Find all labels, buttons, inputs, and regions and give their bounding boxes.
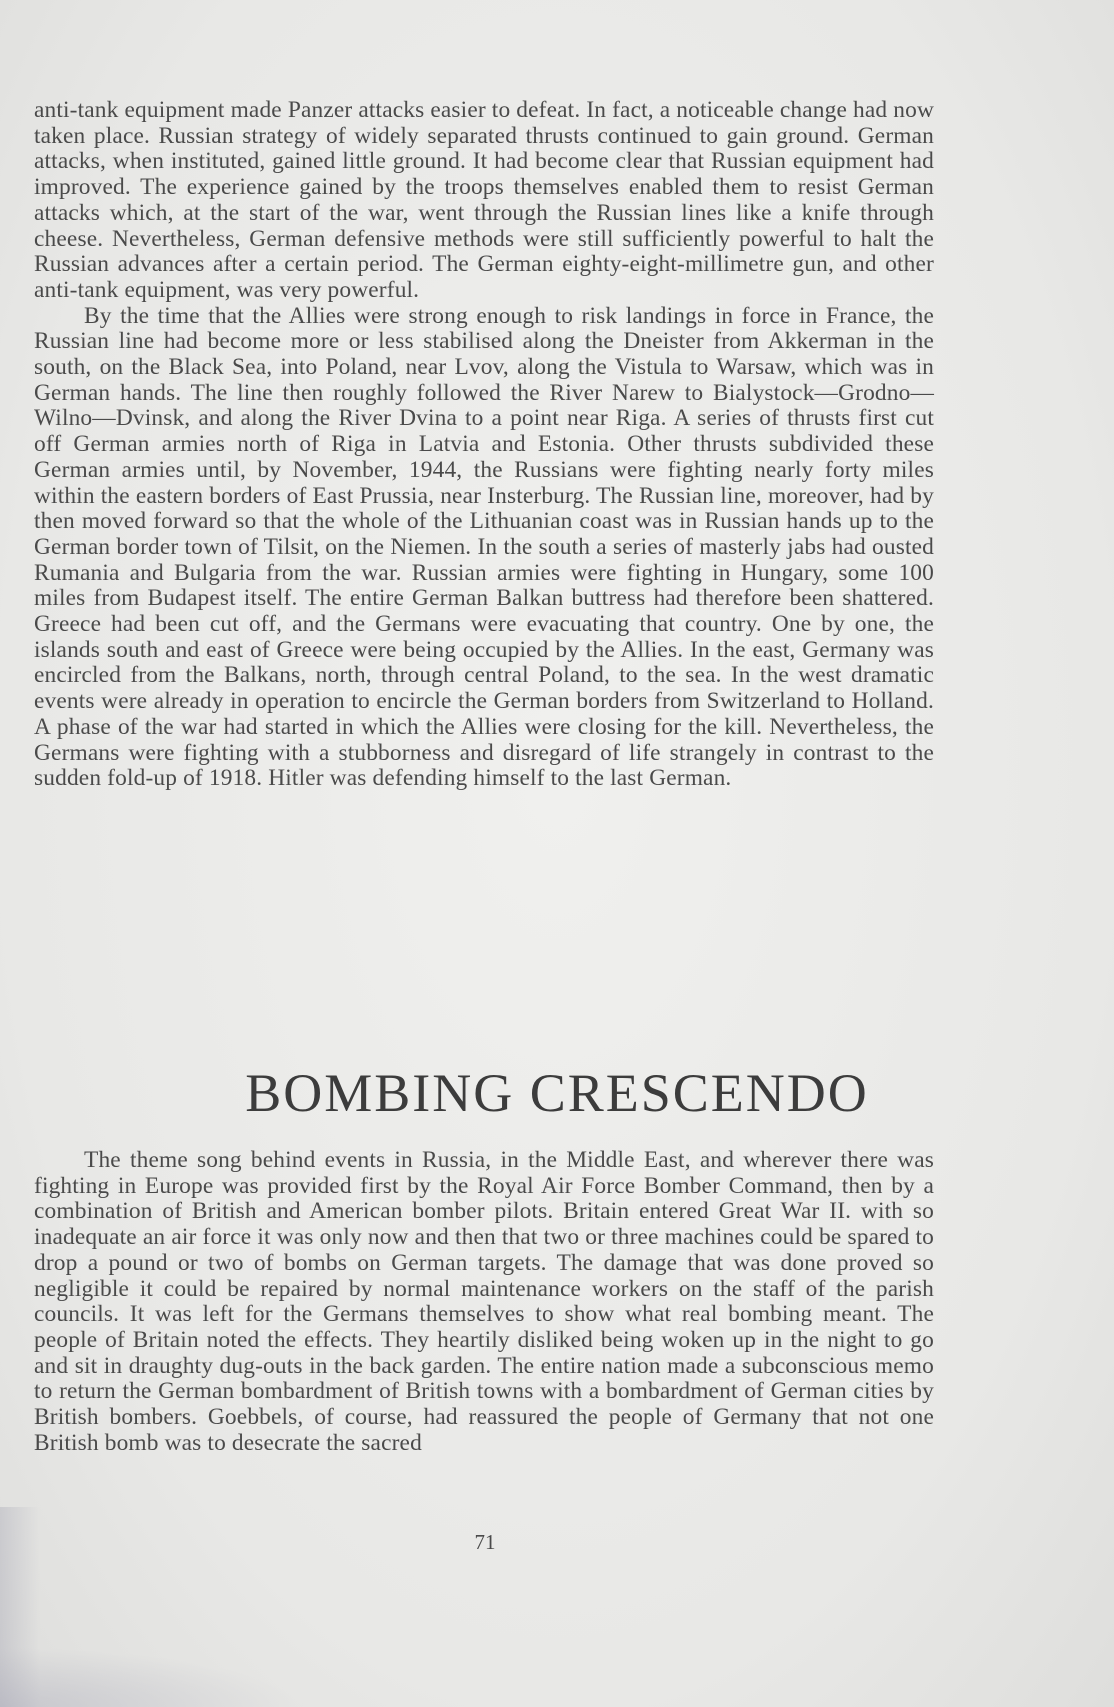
- paragraph-allied-landings: By the time that the Allies were strong enough to risk landings in force in France, the Russian line had become more or less stabilised along the Dneister from Akkerman in the south, on the Black Sea, into Poland, near Lvov, along the Vistula to Warsaw, which was in German hands. The line then roughly followed the River Narew to Bialystock—Grodno—Wilno—Dvinsk, and along the River Dvina to a point near Riga. A series of thrusts first cut off German armies north of Riga in Latvia and Estonia. Other thrusts subdivided these German armies until, by November, 1944, the Russians were fighting nearly forty miles within the eastern borders of East Prussia, near Insterburg. The Russian line, moreover, had by then moved forward so that the whole of the Lithuanian coast was in Russian hands up to the German border town of Tilsit, on the Niemen. In the south a series of masterly jabs had ousted Rumania and Bulgaria from the war. Russian armies were fighting in Hungary, some 100 miles from Budapest itself. The entire German Balkan buttress had therefore been shattered. Greece had been cut off, and the Germans were evacuating that country. One by one, the islands south and east of Greece were being occupied by the Allies. In the east, Germany was encircled from the Balkans, north, through central Poland, to the sea. In the west dramatic events were already in operation to encircle the German borders from Switzerland to Holland. A phase of the war had started in which the Allies were closing for the kill. Nevertheless, the Germans were fighting with a stubborness and disregard of life strangely in contrast to the sudden fold-up of 1918. Hitler was defending himself to the last German.: [34, 302, 934, 792]
- text-block-bottom: [34, 1148, 934, 1456]
- page-number: 71: [474, 1530, 496, 1554]
- paragraph-bombing: The theme song behind events in Russia, in the Middle East, and wherever there was fighting in Europe was provided first by the Royal Air Force Bomber Command, then by a combination of British and American bomber pilots. Britain entered Great War II. with so inadequate an air force it was only now and then that two or three machines could be spared to drop a pound or two of bombs on German targets. The damage that was done proved so negligible it could be repaired by normal maintenance workers on the staff of the parish councils. It was left for the Germans themselves to show what real bombing meant. The people of Britain noted the effects. They heartily disliked being woken up in the night to go and sit in draughty dug-outs in the back garden. The entire nation made a subconscious memo to return the German bombardment of British towns with a bombardment of German cities by British bombers. Goebbels, of course, had reassured the people of Germany that not one British bomb was to desecrate the sacred: [34, 1147, 934, 1456]
- paragraph-continuation: anti-tank equipment made Panzer attacks easier to defeat. In fact, a noticeable change had now taken place. Russian strategy of widely separated thrusts continued to gain ground. German attacks, when instituted, gained little ground. It had become clear that Russian equipment had improved. The experience gained by the troops themselves enabled them to resist German attacks which, at the start of the war, went through the Russian lines like a knife through cheese. Nevertheless, German defensive methods were still sufficiently powerful to halt the Russian advances after a certain period. The German eighty-eight-millimetre gun, and other anti-tank equipment, was very powerful.: [34, 97, 934, 303]
- text-block-top: [34, 98, 934, 792]
- scan-shadow-corner: [0, 1647, 300, 1707]
- section-heading: BOMBING CRESCENDO: [245, 1063, 869, 1123]
